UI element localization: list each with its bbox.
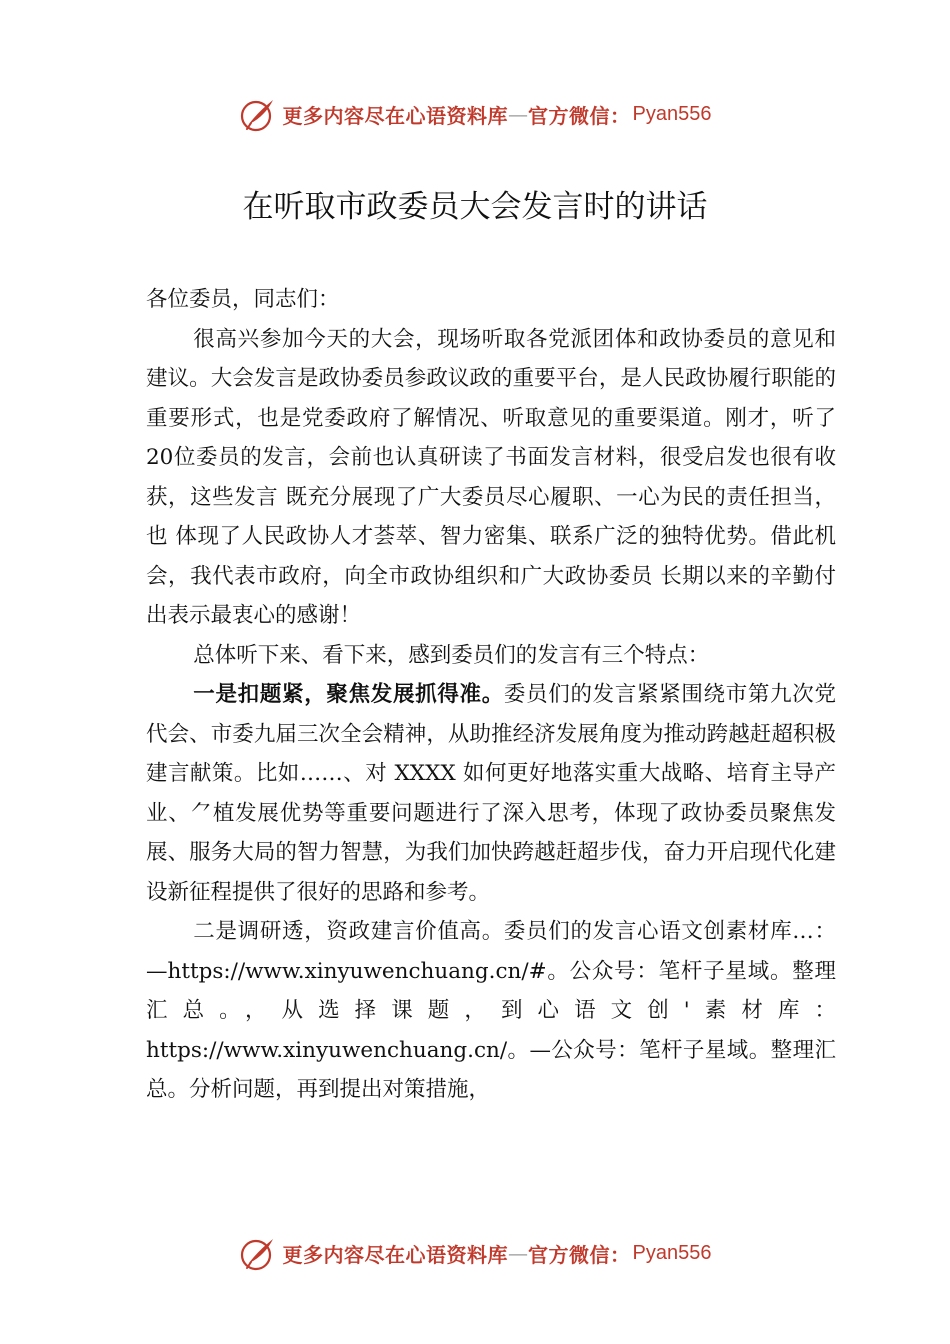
- banner-official: 官方微信：: [528, 103, 631, 128]
- paragraph-text: 很高兴参加今天的大会，现场听取各党派团体和政协委员的意见和建议。大会发言是政协委员参政议政的重要平台，是人民政协履行职能的重要形式，也是党委政府了解情况、听取意见的重要渠道。刚才，听了 20位委员的发言，会前也认真研读了书面发言材料，很受启发也很有收获，这些发言 既充分展现了广大委员尽心履职、一心为民的责任担当，也 体现了人民政协人才荟萃、智力密集、联系广泛的独特优势。借此机会，我代表市政府，向全市政协组织和广大政协委员 长期以来的辛勤付出表示最衷心的感谢！: [146, 326, 836, 628]
- greeting: 各位委员，同志们：: [146, 287, 340, 312]
- paragraph-text: 委员们的发言紧紧围绕市第九次党代会、市委九届三次全会精神，从助推经济发展角度为推动跨越赶超积极建言献策。比如……、对 XXXX 如何更好地落实重大战略、培育主导产业、⺈植发展优势等重要问题进行了深入思考，体现了政协委员聚焦发展、服务大局的智力智慧，为我们加快跨越赶超步伐，奋力开启现代化建设新征程提供了很好的思路和参考。: [146, 682, 836, 905]
- banner-text: 更多内容尽在心语资料库: [282, 1242, 509, 1267]
- paragraph-text: 二是调研透，资政建言价值高。委员们的发言心语文创素材库…：—https://www.xinyuwenchuang.cn/#。公众号：笔杆子星域。整理汇总。，从选择课题，到心语文创'素材库：https://www.xinyuwenchuang.cn/。—公众号：笔杆子星域。整理汇总。分析问题，再到提出对策措施，: [146, 919, 836, 1102]
- paragraph: [146, 675, 836, 912]
- paragraph: [146, 320, 836, 636]
- banner-wechat-id: Pyan556: [632, 1241, 712, 1264]
- footer-banner: [0, 1231, 950, 1275]
- paragraph: [146, 912, 836, 1110]
- document-body: [146, 280, 836, 1110]
- quill-logo-icon: [239, 1233, 279, 1273]
- banner-text: 更多内容尽在心语资料库: [282, 103, 509, 128]
- paragraph-text: 总体听下来、看下来，感到委员们的发言有三个特点：: [193, 642, 710, 668]
- paragraph-lead: 一是扣题紧，聚焦发展抓得准。: [193, 682, 504, 707]
- banner-official: 官方微信：: [528, 1242, 631, 1267]
- document-title: 在听取市政委员大会发言时的讲话: [242, 189, 708, 225]
- banner-separator: —: [508, 102, 529, 126]
- banner-separator: —: [508, 1241, 529, 1265]
- quill-logo-icon: [239, 94, 279, 134]
- banner-wechat-id: Pyan556: [632, 102, 712, 125]
- paragraph: [146, 636, 836, 676]
- header-banner: [0, 92, 950, 136]
